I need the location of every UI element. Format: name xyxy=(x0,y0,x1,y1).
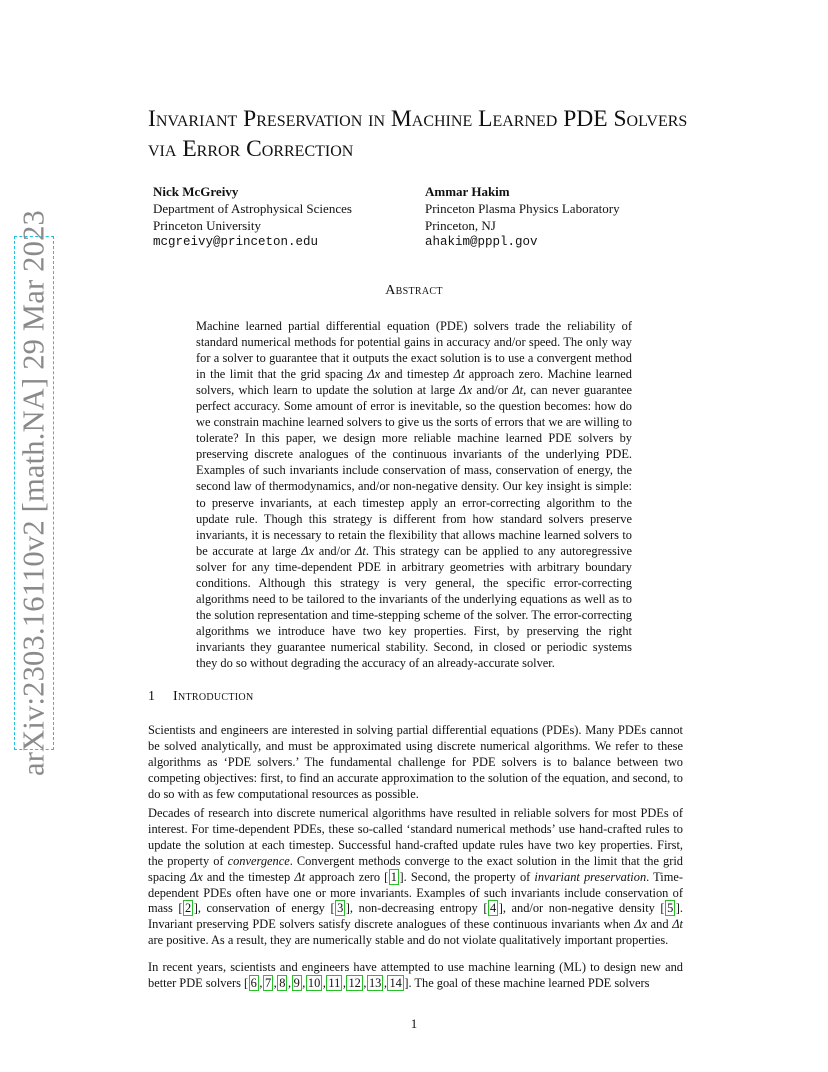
intro-paragraph-1: Scientists and engineers are interested in solving partial differential equations (PDEs). Many PDEs cannot be solved analytically, and must be approximated using discrete numerical algorithms. We refer to these algorithms as ‘PDE solvers.’ The fundamental challenge for PDE solvers is to balance between two competing objectives: first, to find an accurate approximation to the solution of the equation, and second, to do so with as few computational resources as possible. xyxy=(148,723,683,801)
section-heading-introduction xyxy=(148,689,253,705)
author-name: Ammar Hakim xyxy=(425,184,510,199)
intro-paragraph-2 xyxy=(148,806,683,949)
citation-link[interactable]: 2 xyxy=(185,901,192,916)
author-institution: Princeton University xyxy=(153,218,261,233)
abstract-text-run: Machine learned partial differential equation (PDE) solvers trade the reliability of standard numerical methods for potential gains in accuracy and/or speed. The only way for a solver to guarantee that it outputs the exact solution is to use a convergent method in the limit that the grid spacing xyxy=(196,319,632,382)
author-name: Nick McGreivy xyxy=(153,184,239,199)
emphasis-invariant-preservation: invariant preservation xyxy=(534,869,647,884)
citation-link[interactable]: 4 xyxy=(489,901,497,916)
text-run: ], non-decreasing entropy [ xyxy=(345,901,488,916)
text-run: Decades of research into discrete numerical algorithms have resulted in reliable solvers for most PDEs of interest. For time-dependent PDEs, these so-called ‘standard numerical methods’ use hand-crafted rules to update the solution at each timestep. Successful hand-crafted update rules have two key properties. First, the property of xyxy=(148,806,683,868)
abstract-text-run: and timestep xyxy=(380,367,454,382)
author-department: Department of Astrophysical Sciences xyxy=(153,201,352,216)
abstract-text-run: . This strategy can be applied to any autoregressive solver for any time-dependent PDE in arbitrary geometries with arbitrary boundary conditions. Although this strategy is very general, the specific error-correcting algorithms need to be tailored to the invariants of the underlying equations as well as to the solution representation and time-stepping scheme of the solver. The error-correcting algorithms we introduce have two key properties. First, by preserving the right invariants they guarantee numerical stability. Second, in closed or periodic systems they do so without degrading the accuracy of an already-accurate solver. xyxy=(196,543,632,670)
text-run: ]. Invariant preserving PDE solvers satisfy discrete analogues of these continuous invariants when xyxy=(148,901,683,932)
intro-paragraph-3: In recent years, scientists and engineers have attempted to use machine learning (ML) to design new and better PDE solvers [ 6 , 7 , 8 , 9 , 10 , 11 , 12 , 13 , 14 ]. The goal of these machine learned PDE solvers xyxy=(148,960,683,990)
abstract-heading: Abstract xyxy=(385,283,443,298)
paper-title: Invariant Preservation in Machine Learned PDE Solvers via Error Correction xyxy=(148,106,688,162)
arxiv-identifier[interactable]: arXiv:2303.16110v2 [math.NA] 29 Mar 2023 xyxy=(16,210,51,776)
abstract-text-run: approach zero. Machine learned solvers, which learn to update the solution at large xyxy=(196,367,632,398)
citation-link[interactable]: 11 xyxy=(328,975,341,990)
citation-link[interactable]: 7 xyxy=(264,975,272,990)
page-number: 1 xyxy=(410,1016,418,1031)
citation-link[interactable]: 1 xyxy=(390,869,397,884)
text-run: . Time-dependent PDEs often have one or more invariants. Examples of such invariants include conservation of mass [ xyxy=(148,869,683,916)
math-delta-x: Δx xyxy=(459,383,473,398)
text-run: and xyxy=(646,917,673,932)
author-email[interactable]: ahakim@pppl.gov xyxy=(425,235,538,249)
author-block-1 xyxy=(153,183,352,251)
text-run: ], and/or non-negative density [ xyxy=(498,901,665,916)
citation-link[interactable]: 8 xyxy=(279,975,286,990)
citation-link[interactable]: 9 xyxy=(293,975,300,990)
math-delta-t: Δt xyxy=(512,383,524,398)
emphasis-convergence: convergence xyxy=(227,853,290,868)
math-delta-x: Δx xyxy=(367,367,381,382)
abstract-text-run: , can never guarantee perfect accuracy. Some amount of error is inevitable, so the question becomes: how do we constrain machine learned solvers to give us the sorts of errors that we are willing to tolerate? In this paper, we design more reliable machine learned PDE solvers by preserving discrete analogues of the continuous invariants of the underlying PDE. Examples of such invariants include conservation of mass, conservation of energy, the second law of thermodynamics, and/or non-negative density. Our key insight is simple: to preserve invariants, at each timestep apply an error-correcting algorithm to the update rule. Though this strategy is different from how standard solvers preserve invariants, it is necessary to retain the flexibility that allows machine learned solvers to be accurate at large xyxy=(196,383,632,558)
text-run: ]. Second, the property of xyxy=(399,869,535,884)
citation-link[interactable]: 6 xyxy=(250,975,257,990)
math-delta-x: Δx xyxy=(189,869,203,884)
citation-link[interactable]: 12 xyxy=(348,975,361,990)
math-delta-t: Δt xyxy=(672,917,683,932)
text-run: ], conservation of energy [ xyxy=(193,901,335,916)
math-delta-t: Δt xyxy=(355,543,366,558)
section-title: Introduction xyxy=(173,689,254,704)
math-delta-x: Δx xyxy=(301,543,315,558)
math-delta-t: Δt xyxy=(453,367,465,382)
author-email[interactable]: mcgreivy@princeton.edu xyxy=(153,235,319,249)
citation-link[interactable]: 14 xyxy=(389,975,402,990)
author-institution: Princeton, NJ xyxy=(425,218,496,233)
math-delta-x: Δx xyxy=(634,917,647,932)
text-run: In recent years, scientists and engineers have attempted to use machine learning (ML) to design new and better PDE solvers [ xyxy=(148,960,683,990)
text-run: ]. The goal of these machine learned PDE solvers xyxy=(404,975,650,990)
citation-link[interactable]: 3 xyxy=(337,901,344,916)
citation-link[interactable]: 5 xyxy=(667,901,674,916)
math-delta-t: Δt xyxy=(294,869,306,884)
citation-link[interactable]: 13 xyxy=(368,975,382,990)
citation-link[interactable]: 10 xyxy=(307,975,321,990)
text-run: and the timestep xyxy=(202,869,295,884)
author-block-2 xyxy=(425,183,620,251)
text-run: are positive. As a result, they are numerically stable and do not violate qualitatively important properties. xyxy=(148,933,669,948)
abstract-text xyxy=(196,318,632,671)
section-number: 1 xyxy=(148,689,155,704)
author-department: Princeton Plasma Physics Laboratory xyxy=(425,201,620,216)
text-run: . Convergent methods converge to the exact solution in the limit that the grid spacing xyxy=(148,853,684,884)
text-run: approach zero [ xyxy=(305,869,389,884)
abstract-text-run: and/or xyxy=(314,543,356,558)
abstract-text-run: and/or xyxy=(472,383,513,398)
